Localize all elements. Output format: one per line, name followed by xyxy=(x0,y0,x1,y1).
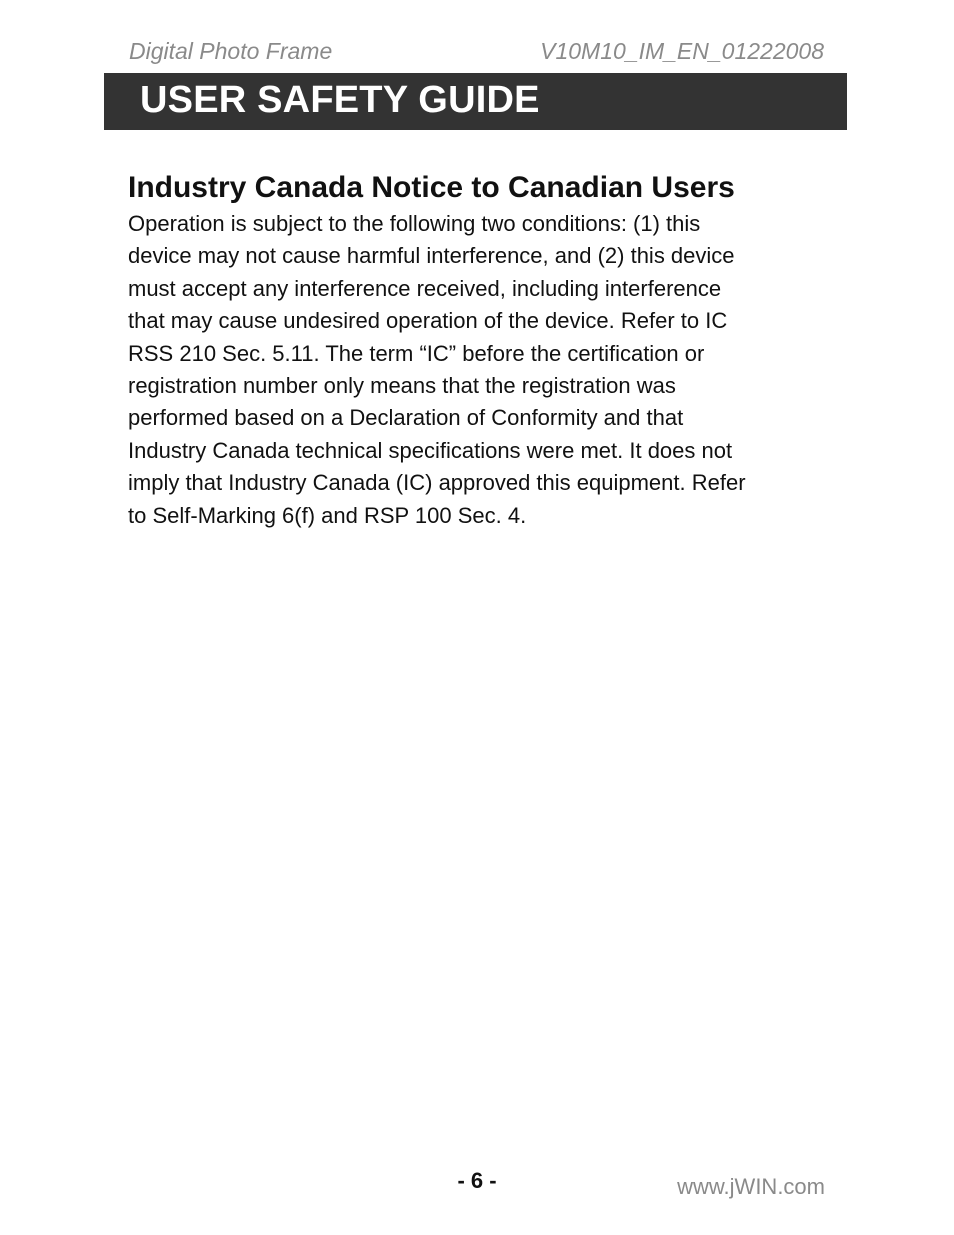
paragraph-line: imply that Industry Canada (IC) approved this equipment. Refer xyxy=(128,470,746,496)
paragraph-line: device may not cause harmful interference, and (2) this device xyxy=(128,243,735,269)
section-banner xyxy=(104,73,847,130)
paragraph-line: registration number only means that the registration was xyxy=(128,373,676,399)
paragraph-line: performed based on a Declaration of Conformity and that xyxy=(128,405,684,431)
footer-url: www.jWIN.com xyxy=(677,1174,825,1199)
paragraph-line: Industry Canada technical specifications were met. It does not xyxy=(128,437,733,463)
main-content xyxy=(128,170,828,532)
banner-title: USER SAFETY GUIDE xyxy=(140,79,540,121)
paragraph-line: that may cause undesired operation of the device. Refer to IC xyxy=(128,308,728,334)
notice-paragraph xyxy=(128,208,828,532)
paragraph-line: to Self-Marking 6(f) and RSP 100 Sec. 4. xyxy=(128,502,527,528)
paragraph-line: must accept any interference received, including interference xyxy=(128,275,722,301)
paragraph-line: RSS 210 Sec. 5.11. The term “IC” before the certification or xyxy=(128,340,705,366)
paragraph-line: Operation is subject to the following two conditions: (1) this xyxy=(128,211,701,236)
running-header-title: Digital Photo Frame xyxy=(129,38,333,64)
document-code: V10M10_IM_EN_01222008 xyxy=(540,38,824,64)
page-number: - 6 - xyxy=(457,1168,497,1193)
section-heading: Industry Canada Notice to Canadian Users xyxy=(128,171,735,204)
